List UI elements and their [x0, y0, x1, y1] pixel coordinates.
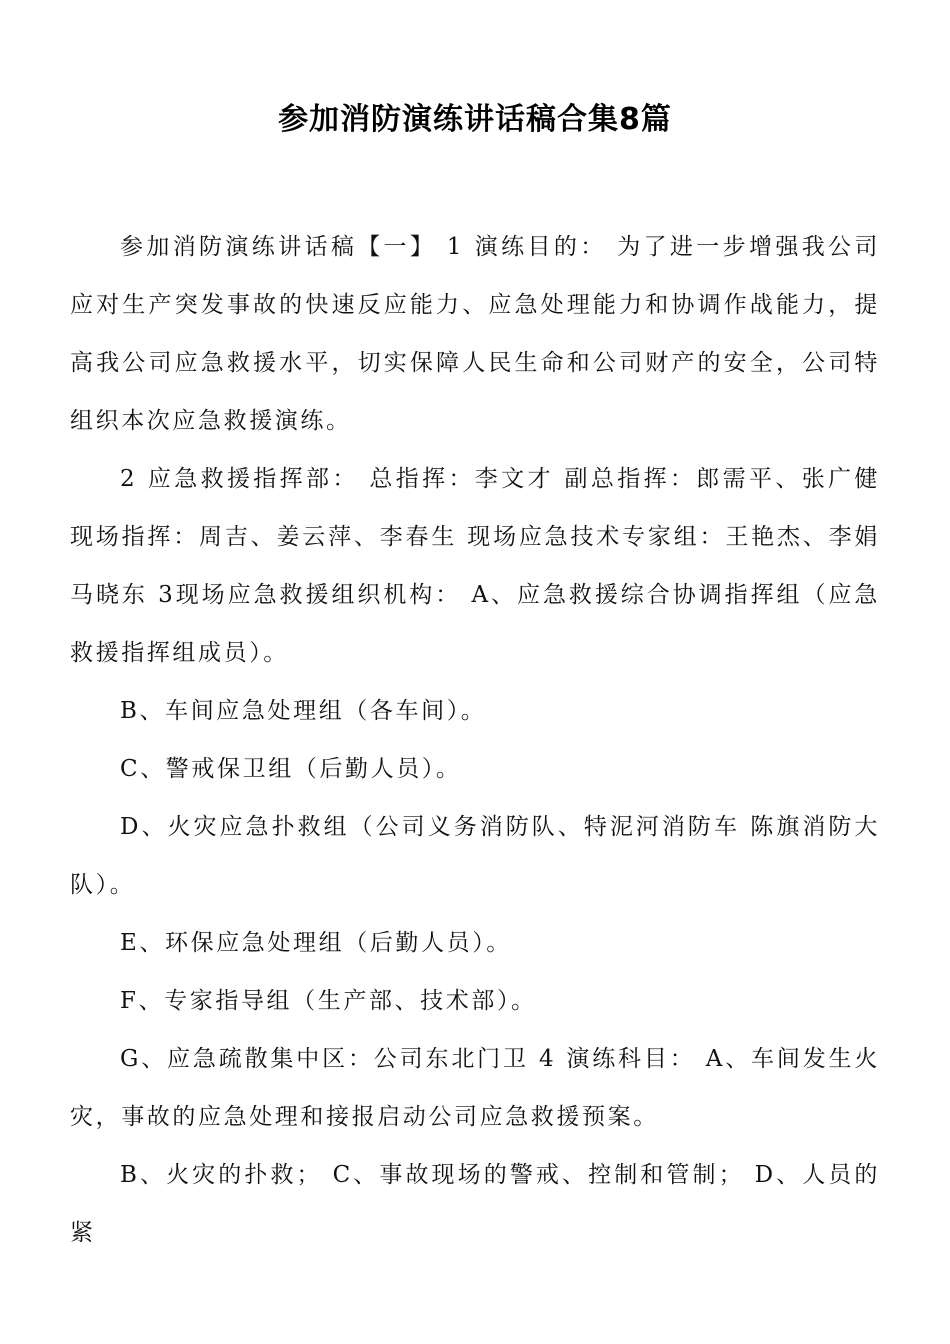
- paragraph-6: E、环保应急处理组（后勤人员）。: [120, 930, 512, 956]
- paragraph-4: C、警戒保卫组（后勤人员）。: [120, 756, 462, 782]
- paragraph-3: B、车间应急处理组（各车间）。: [120, 698, 487, 724]
- document-body: [70, 218, 880, 1262]
- paragraph-7: F、专家指导组（生产部、技术部）。: [120, 988, 537, 1014]
- paragraph-2: 2 应急救援指挥部： 总指挥：李文才 副总指挥：郎需平、张广健 现场指挥：周吉、姜云萍、李春生 现场应急技术专家组：王艳杰、李娟 马晓东 3现场应急救援组织机构： A、应急救援综合协调指挥组（应急救援指挥组成员）。: [70, 466, 880, 666]
- paragraph-9: B、火灾的扑救； C、事故现场的警戒、控制和管制； D、人员的紧: [70, 1162, 880, 1246]
- paragraph-1: 参加消防演练讲话稿【一】 1 演练目的： 为了进一步增强我公司应对生产突发事故的快速反应能力、应急处理能力和协调作战能力，提高我公司应急救援水平，切实保障人民生命和公司财产的安全，公司特组织本次应急救援演练。: [70, 234, 880, 434]
- paragraph-8: G、应急疏散集中区：公司东北门卫 4 演练科目： A、车间发生火灾，事故的应急处理和接报启动公司应急救援预案。: [70, 1046, 880, 1130]
- document-title: 参加消防演练讲话稿合集8篇: [278, 102, 672, 137]
- paragraph-5: D、火灾应急扑救组（公司义务消防队、特泥河消防车 陈旗消防大队）。: [70, 814, 880, 898]
